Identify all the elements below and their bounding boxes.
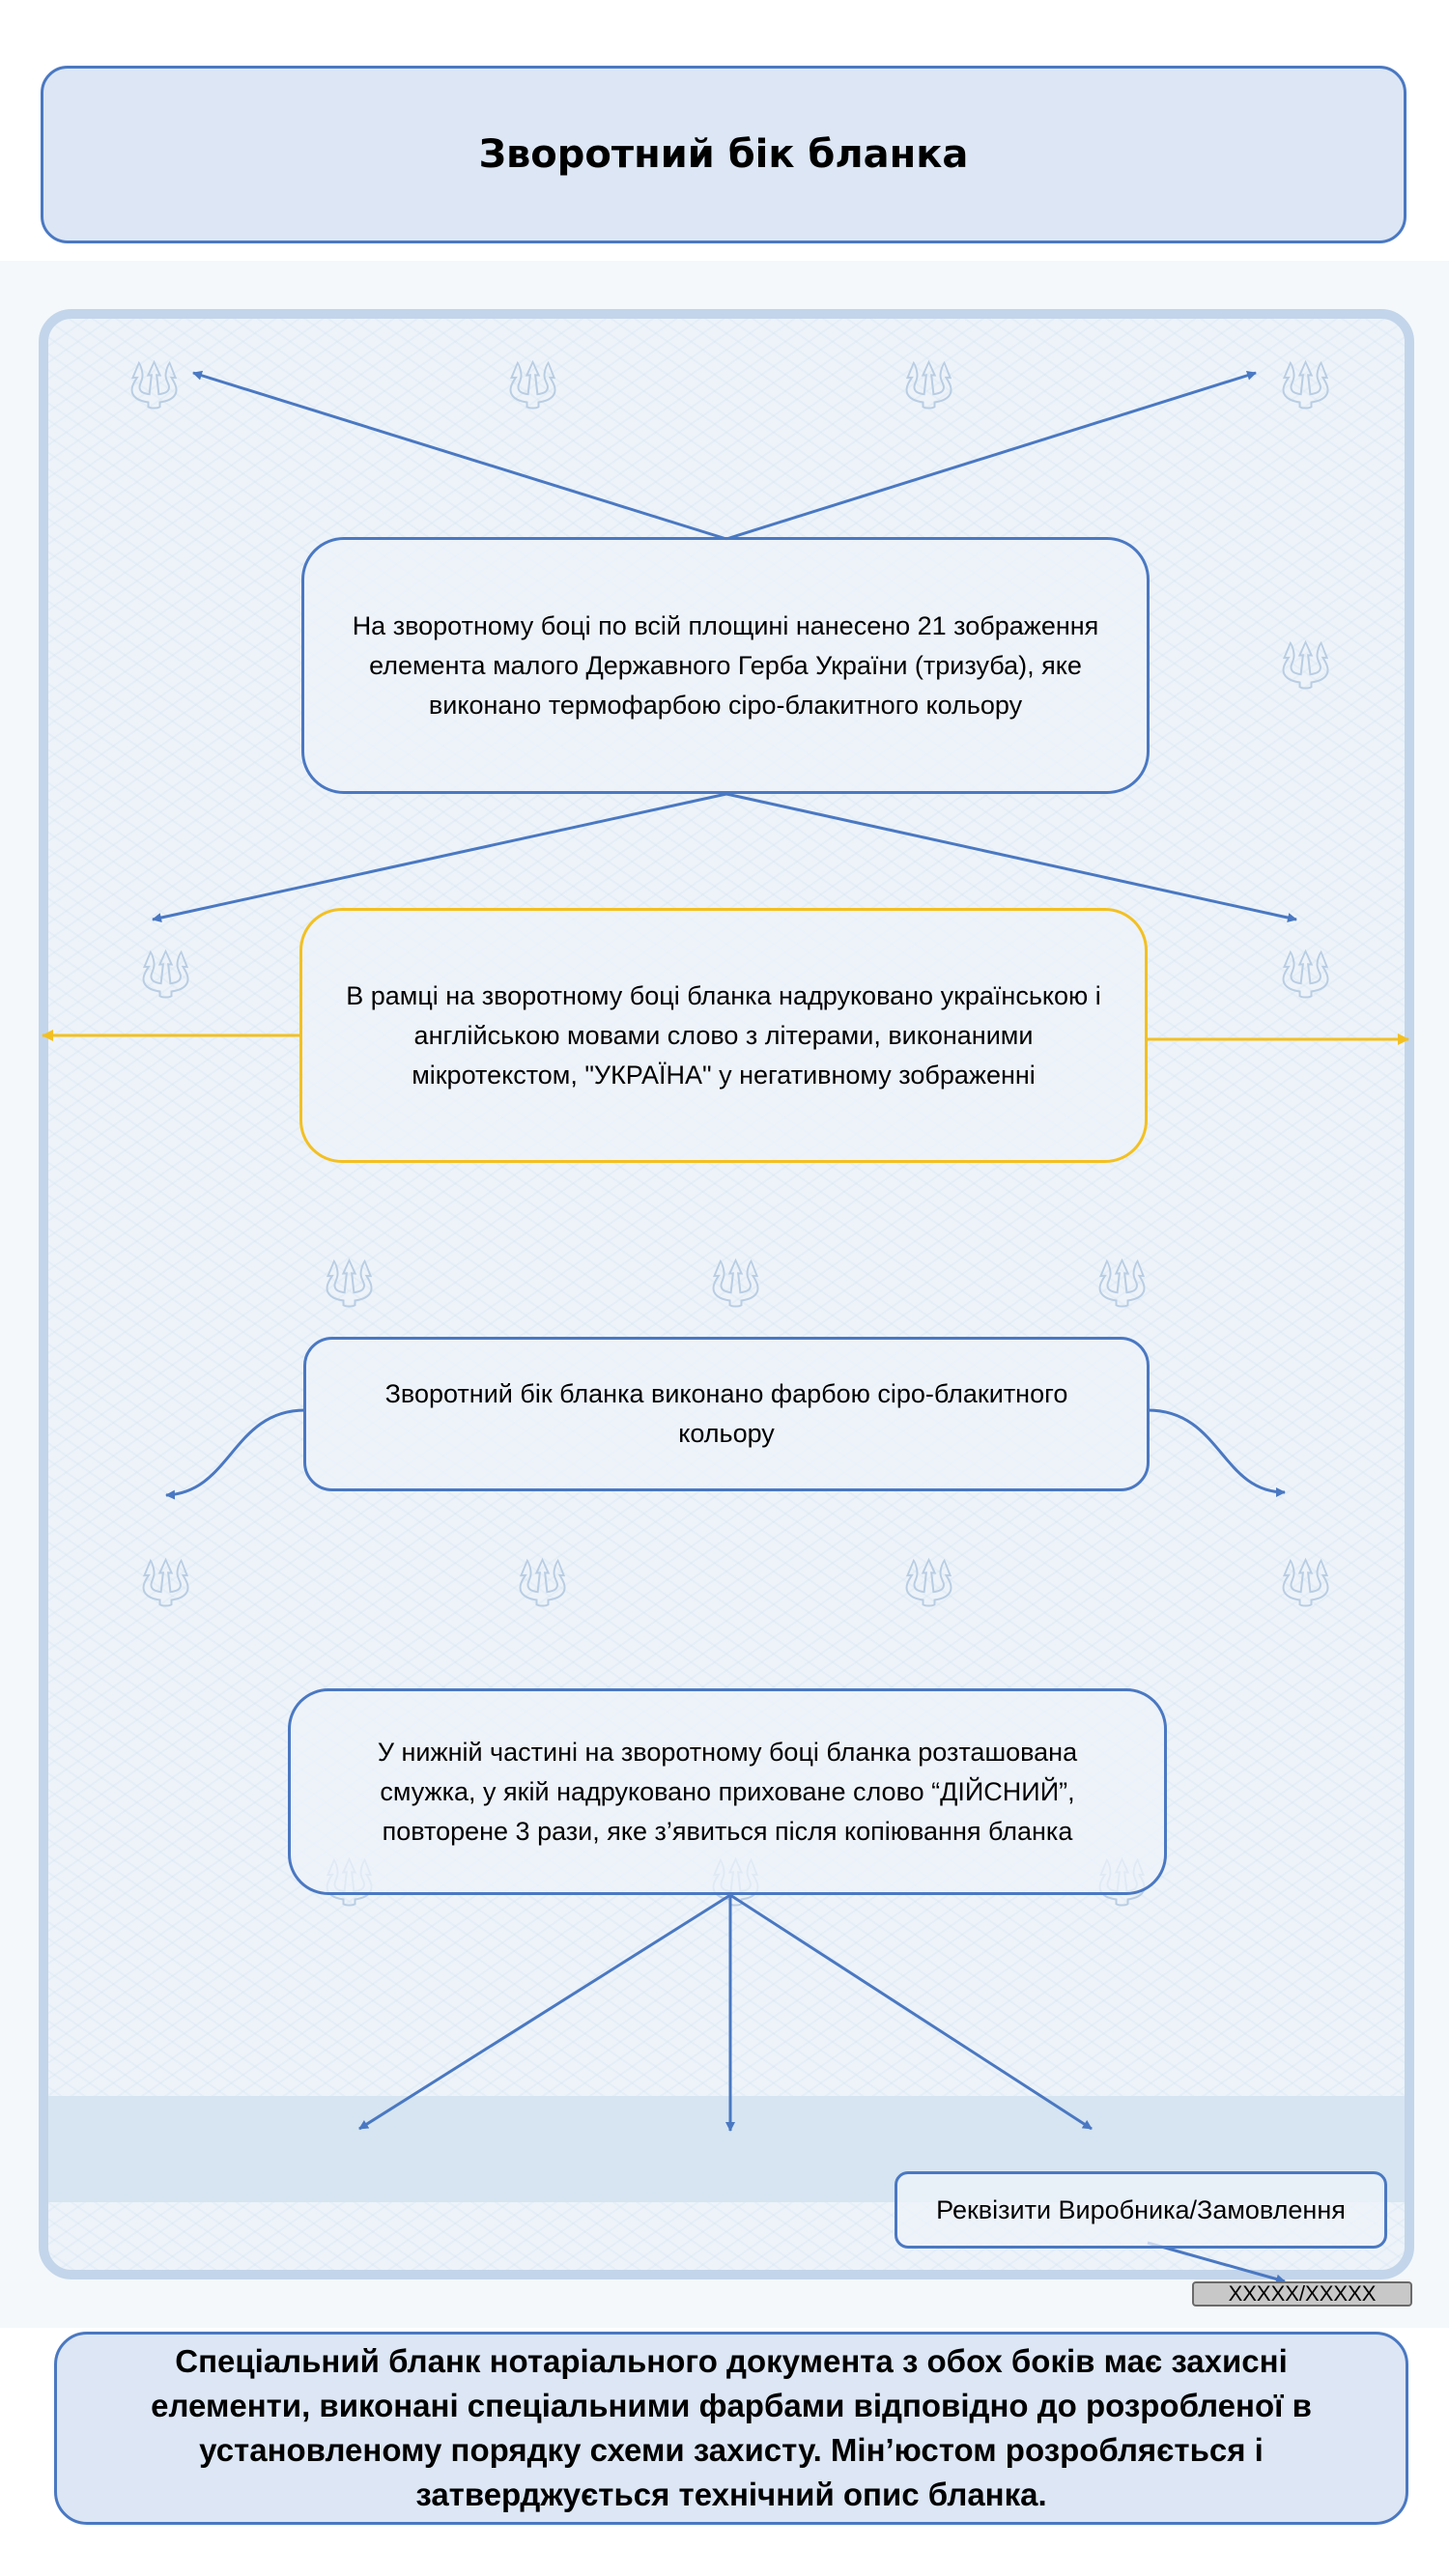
trident-icon: 🔱︎ — [135, 946, 197, 1002]
order-code-label: XXXXX/XXXXX — [1192, 2281, 1412, 2307]
trident-icon: 🔱︎ — [1275, 1554, 1337, 1610]
trident-icon: 🔱︎ — [898, 1554, 960, 1610]
trident-icon: 🔱︎ — [512, 1554, 574, 1610]
trident-icon: 🔱︎ — [1275, 637, 1337, 693]
arrow-stripe-right — [730, 1895, 1092, 2129]
trident-icon: 🔱︎ — [705, 1255, 767, 1311]
trident-icon: 🔱︎ — [124, 356, 185, 412]
trident-icon: 🔱︎ — [1275, 356, 1337, 412]
arrow-trident-mid-left — [153, 794, 726, 920]
callout-trident: На зворотному боці по всій площині нанесено 21 зображення елемента малого Державного Герба України (тризуба), яке виконано термофарбою сіро-блакитного кольору — [301, 537, 1150, 794]
arrow-paint-right — [1148, 1410, 1285, 1492]
trident-icon: 🔱︎ — [502, 356, 564, 412]
arrow-trident-mid-right — [726, 794, 1296, 920]
callout-paint-color: Зворотний бік бланка виконано фарбою сіро-блакитного кольору — [303, 1337, 1150, 1491]
page-title: Зворотний бік бланка — [41, 66, 1406, 243]
arrow-manufacturer-code — [1148, 2243, 1285, 2281]
trident-icon: 🔱︎ — [898, 356, 960, 412]
arrow-stripe-left — [359, 1895, 730, 2129]
arrow-trident-top-right — [726, 373, 1256, 539]
callout-frame-microtext: В рамці на зворотному боці бланка надруковано українською і англійською мовами слово з літерами, виконаними мікротекстом, "УКРАЇНА" у негативному зображенні — [299, 908, 1148, 1163]
footer-note: Спеціальний бланк нотаріального документа з обох боків має захисні елементи, виконані спеціальними фарбами відповідно до розробленої в установленому порядку схеми захисту. Мін’юстом розробляється і затверджується технічний опис бланка. — [54, 2332, 1408, 2525]
trident-icon: 🔱︎ — [319, 1255, 381, 1311]
arrow-trident-top-left — [193, 373, 726, 539]
trident-icon: 🔱︎ — [135, 1554, 197, 1610]
trident-icon: 🔱︎ — [1275, 946, 1337, 1002]
arrow-paint-left — [166, 1410, 305, 1495]
callout-hidden-word: У нижній частині на зворотному боці бланка розташована смужка, у якій надруковано приховане слово “ДІЙСНИЙ”, повторене 3 рази, яке з’явиться після копіювання бланка — [288, 1688, 1167, 1895]
callout-manufacturer: Реквізити Виробника/Замовлення — [895, 2171, 1387, 2249]
trident-icon: 🔱︎ — [1092, 1255, 1153, 1311]
